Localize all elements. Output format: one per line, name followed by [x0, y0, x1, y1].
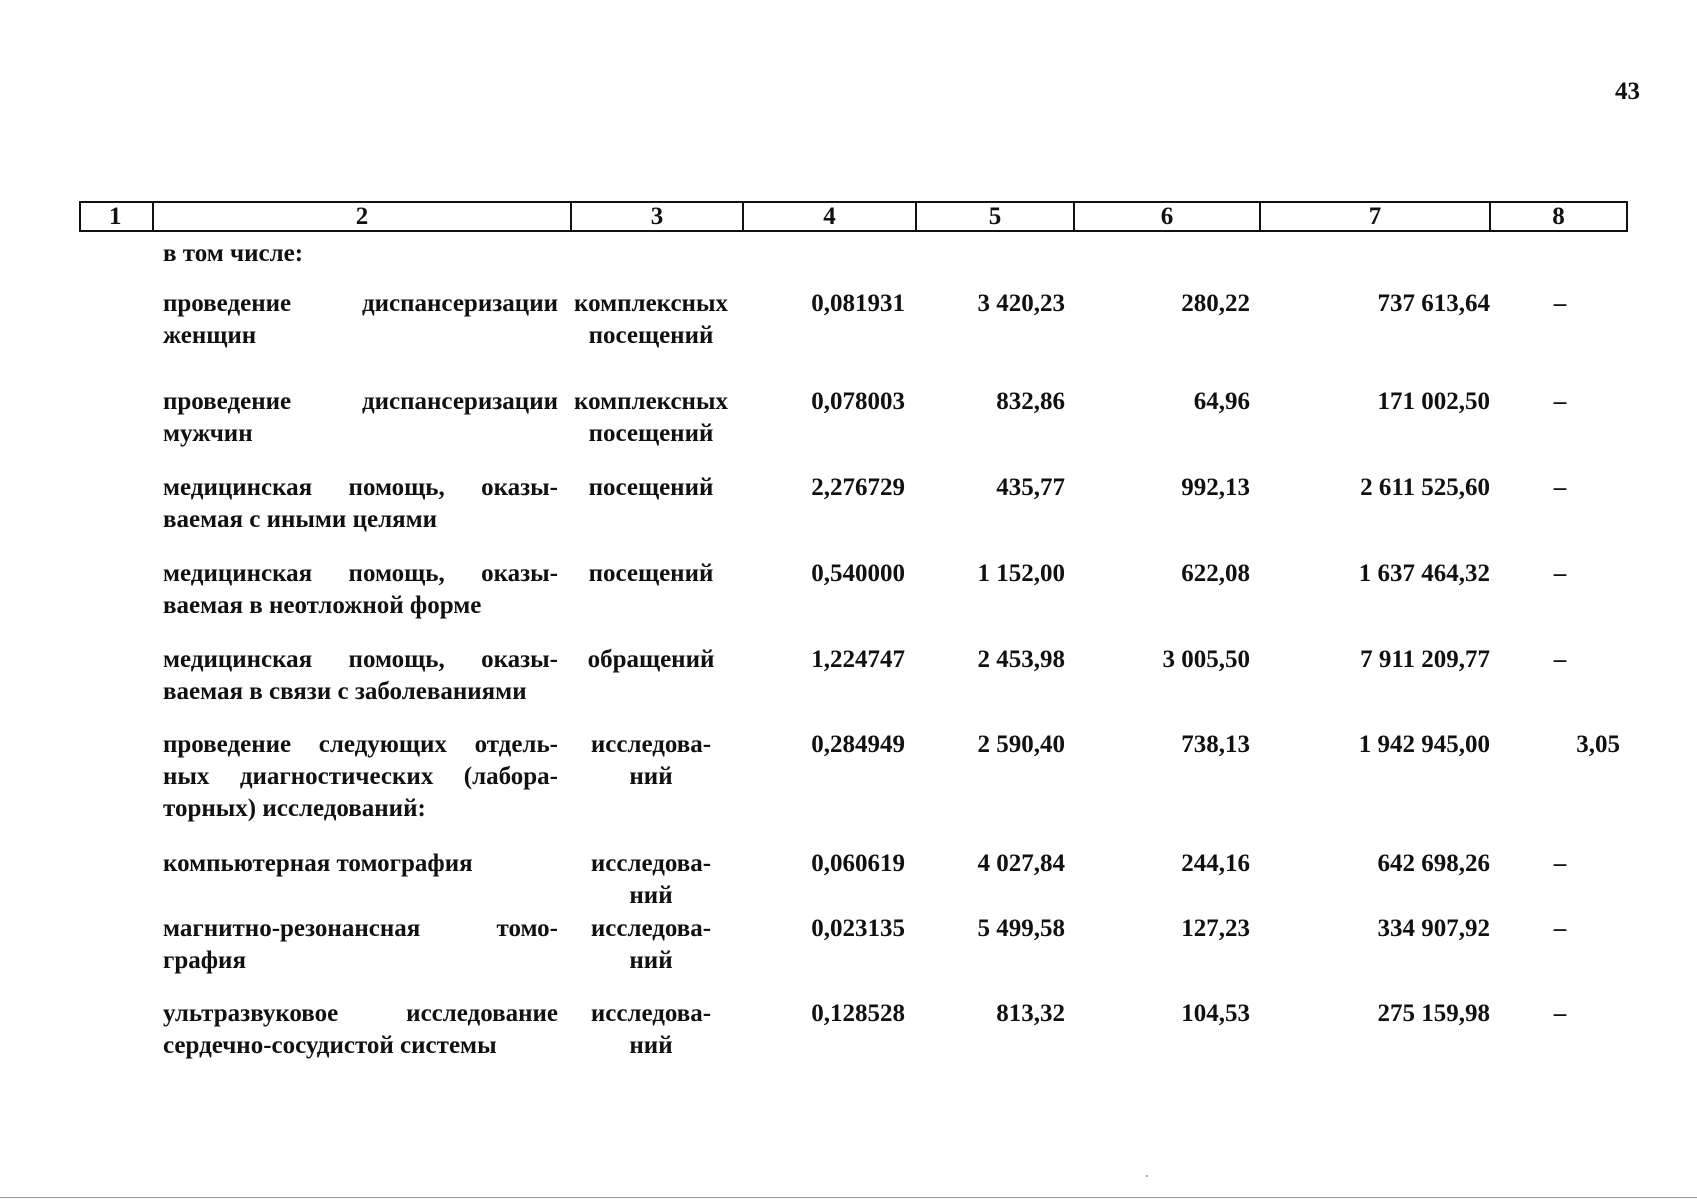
row-value-col6: 622,08	[1181, 560, 1250, 587]
row-unit-line: посещений	[588, 474, 714, 501]
row-value-col4: 0,060619	[811, 850, 905, 877]
row-name	[163, 848, 558, 880]
row-unit	[566, 386, 736, 450]
row-unit	[566, 729, 736, 793]
row-unit-line: ний	[629, 882, 673, 909]
row-value-col7: 7 911 209,77	[1360, 646, 1490, 673]
row-value-col7: 1 942 945,00	[1358, 731, 1490, 758]
row-value-col8: 3,05	[1576, 731, 1620, 758]
row-name-line: сердечно-сосудистой системы	[163, 1032, 497, 1059]
row-value-col4: 0,081931	[811, 290, 905, 317]
row-unit-line: комплексных	[574, 290, 728, 317]
row-unit	[566, 288, 736, 352]
table-header-row	[79, 201, 1628, 232]
row-name-line: проведение диспансеризации	[163, 290, 558, 317]
bottom-rule	[0, 1197, 1697, 1198]
row-value-col8: –	[1553, 474, 1567, 501]
row-value-col5: 5 499,58	[977, 915, 1065, 942]
row-unit-line: исследова-	[590, 1000, 712, 1027]
row-name-line: графия	[163, 947, 246, 974]
row-name-line: проведение диспансеризации	[163, 388, 558, 415]
row-unit	[566, 644, 736, 676]
row-name-line: ных диагностических (лабора-	[163, 763, 558, 790]
row-unit-line: ний	[629, 763, 673, 790]
row-name-line: медицинская помощь, оказы-	[163, 560, 558, 587]
row-value-col4: 0,023135	[811, 915, 905, 942]
row-value-col8: –	[1553, 646, 1567, 673]
row-value-col7: 737 613,64	[1377, 290, 1490, 317]
subheading: в том числе:	[163, 240, 304, 267]
row-name-line: проведение следующих отдель-	[163, 731, 558, 758]
row-unit-line: посещений	[588, 560, 714, 587]
row-name-line: ваемая в неотложной форме	[163, 592, 482, 619]
row-value-col7: 334 907,92	[1377, 915, 1490, 942]
row-value-col4: 1,224747	[811, 646, 905, 673]
row-name-line: медицинская помощь, оказы-	[163, 474, 558, 501]
row-name-line: медицинская помощь, оказы-	[163, 646, 558, 673]
row-unit-line: исследова-	[590, 915, 712, 942]
row-value-col4: 0,284949	[811, 731, 905, 758]
row-value-col6: 104,53	[1181, 1000, 1250, 1027]
row-value-col5: 3 420,23	[977, 290, 1065, 317]
row-unit	[566, 472, 736, 504]
row-name-line: ультразвуковое исследование	[163, 1000, 558, 1027]
column-header-2: 2	[152, 203, 570, 230]
row-value-col8: –	[1553, 850, 1567, 877]
column-header-5: 5	[915, 203, 1073, 230]
row-value-col6: 127,23	[1181, 915, 1250, 942]
row-name-line: мужчин	[163, 420, 253, 447]
row-name-line: магнитно-резонансная томо-	[163, 915, 558, 942]
row-value-col7: 171 002,50	[1377, 388, 1490, 415]
row-name	[163, 558, 558, 622]
scan-speck	[1146, 1175, 1148, 1177]
row-value-col8: –	[1553, 1000, 1567, 1027]
row-unit	[566, 998, 736, 1062]
row-value-col5: 2 453,98	[977, 646, 1065, 673]
row-value-col6: 64,96	[1193, 388, 1250, 415]
row-value-col4: 0,078003	[811, 388, 905, 415]
row-value-col4: 0,128528	[811, 1000, 905, 1027]
row-value-col8: –	[1553, 915, 1567, 942]
row-value-col8: –	[1553, 560, 1567, 587]
row-name	[163, 288, 558, 352]
row-value-col8: –	[1553, 290, 1567, 317]
row-value-col8: –	[1553, 388, 1567, 415]
row-name	[163, 998, 558, 1062]
row-name-line: компьютерная томография	[163, 850, 473, 877]
row-unit	[566, 848, 736, 912]
row-value-col5: 813,32	[996, 1000, 1065, 1027]
row-unit-line: посещений	[588, 322, 714, 349]
column-header-6: 6	[1073, 203, 1259, 230]
row-unit-line: ний	[629, 947, 673, 974]
row-unit-line: посещений	[588, 420, 714, 447]
row-name-line: ваемая с иными целями	[163, 506, 438, 533]
row-value-col5: 832,86	[996, 388, 1065, 415]
row-value-col5: 435,77	[996, 474, 1065, 501]
row-unit-line: ний	[629, 1032, 673, 1059]
row-value-col7: 1 637 464,32	[1358, 560, 1490, 587]
row-name-line: торных) исследований:	[163, 795, 426, 822]
row-name	[163, 386, 558, 450]
row-value-col6: 244,16	[1181, 850, 1250, 877]
column-header-4: 4	[742, 203, 915, 230]
row-value-col5: 4 027,84	[977, 850, 1065, 877]
column-header-8: 8	[1489, 203, 1626, 230]
row-value-col6: 738,13	[1181, 731, 1250, 758]
row-value-col5: 1 152,00	[977, 560, 1065, 587]
column-header-3: 3	[570, 203, 742, 230]
page-number: 43	[1615, 78, 1640, 105]
row-name	[163, 472, 558, 536]
row-unit	[566, 558, 736, 590]
row-value-col7: 275 159,98	[1377, 1000, 1490, 1027]
row-value-col6: 3 005,50	[1162, 646, 1250, 673]
row-name	[163, 644, 558, 708]
row-value-col6: 280,22	[1181, 290, 1250, 317]
row-value-col4: 0,540000	[811, 560, 905, 587]
row-unit-line: исследова-	[590, 850, 712, 877]
row-value-col7: 2 611 525,60	[1360, 474, 1490, 501]
row-value-col7: 642 698,26	[1377, 850, 1490, 877]
row-value-col6: 992,13	[1181, 474, 1250, 501]
row-name	[163, 729, 558, 825]
row-name	[163, 913, 558, 977]
row-value-col5: 2 590,40	[977, 731, 1065, 758]
column-header-7: 7	[1259, 203, 1489, 230]
row-unit	[566, 913, 736, 977]
row-unit-line: исследова-	[590, 731, 712, 758]
row-value-col4: 2,276729	[811, 474, 905, 501]
row-name-line: женщин	[163, 322, 257, 349]
column-header-1: 1	[109, 203, 122, 230]
row-unit-line: обращений	[587, 646, 715, 673]
row-name-line: ваемая в связи с заболеваниями	[163, 678, 527, 705]
row-unit-line: комплексных	[574, 388, 728, 415]
